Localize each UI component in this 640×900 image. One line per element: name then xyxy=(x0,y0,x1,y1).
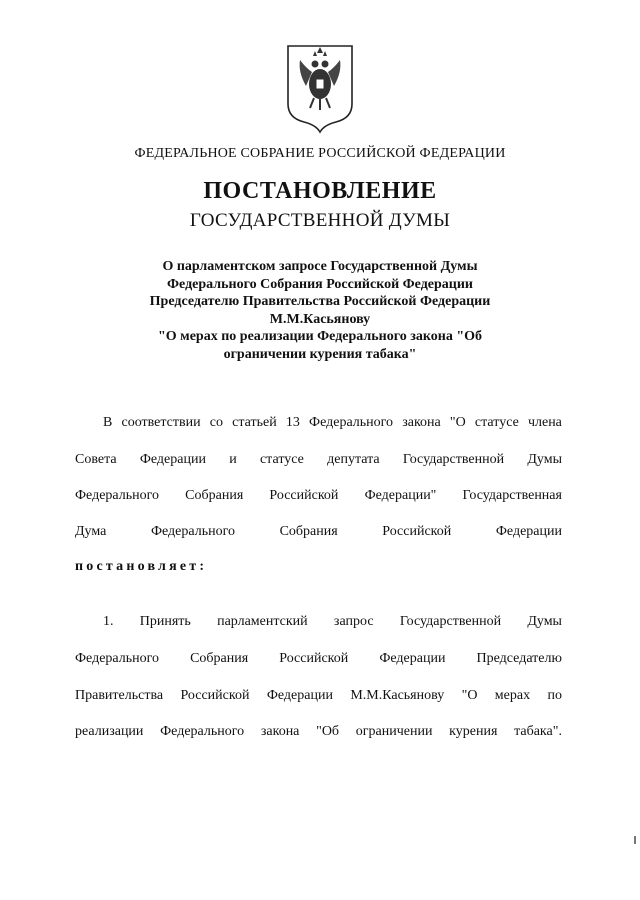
word: Российской xyxy=(279,651,349,666)
word: закона xyxy=(260,724,300,739)
word: парламентский xyxy=(217,614,308,629)
word: статусе xyxy=(474,415,519,430)
preamble-line xyxy=(75,452,562,468)
word: запрос xyxy=(333,614,374,629)
word: соответствии xyxy=(121,415,201,430)
word: Федерации" xyxy=(364,488,437,503)
subject-line: "О мерах по реализации Федерального закона "Об xyxy=(158,329,482,344)
word: мерах xyxy=(494,688,531,703)
preamble-line xyxy=(75,524,562,540)
word: Собрания xyxy=(190,651,249,666)
word: закона xyxy=(402,415,441,430)
word: Думы xyxy=(527,452,562,467)
word: Совета xyxy=(75,452,117,467)
document-title: ПОСТАНОВЛЕНИЕ xyxy=(203,178,437,204)
word: Федерального xyxy=(309,415,394,430)
word: реализации xyxy=(75,724,144,739)
word: и xyxy=(229,452,237,467)
word: депутата xyxy=(327,452,380,467)
word: Дума xyxy=(75,524,107,539)
word: Российской xyxy=(269,488,339,503)
word: Государственной xyxy=(399,614,502,629)
word: Федерации xyxy=(495,524,562,539)
document-subject xyxy=(0,258,640,363)
word: Принять xyxy=(139,614,191,629)
word: со xyxy=(209,415,223,430)
word: Председателю xyxy=(476,651,562,666)
word: 1. xyxy=(103,614,114,629)
word: Федерации xyxy=(139,452,206,467)
word: Федерального xyxy=(150,524,235,539)
item-1-line xyxy=(75,688,562,704)
coat-of-arms-emblem-icon xyxy=(284,42,356,134)
word: Государственной xyxy=(402,452,505,467)
word: Федерации xyxy=(266,688,333,703)
preamble-line xyxy=(103,415,562,431)
item-1-line xyxy=(103,614,562,630)
item-1-line xyxy=(75,651,562,667)
word: Федерального xyxy=(75,651,160,666)
word: Правительства xyxy=(75,688,164,703)
word: статусе xyxy=(259,452,304,467)
word: Федерального xyxy=(160,724,245,739)
word: Думы xyxy=(527,614,562,629)
word: Государственная xyxy=(462,488,562,503)
word: члена xyxy=(527,415,562,430)
word: ограничении xyxy=(355,724,433,739)
word: Федерации xyxy=(379,651,446,666)
scan-edge-mark xyxy=(634,836,636,844)
subject-line: ограничении курения табака" xyxy=(223,346,417,362)
word: "Об xyxy=(316,724,340,739)
item-1-line xyxy=(75,724,562,740)
subject-line: Федерального Собрания Российской Федерации xyxy=(167,276,473,292)
word: "О xyxy=(461,688,478,703)
preamble-line xyxy=(75,488,562,504)
resolves-keyword: постановляет: xyxy=(75,559,208,574)
word: "О xyxy=(449,415,466,430)
word: В xyxy=(103,415,113,430)
word: по xyxy=(547,688,562,703)
word: 13 xyxy=(285,415,300,430)
word: Собрания xyxy=(185,488,244,503)
word: М.М.Касьянову xyxy=(350,688,445,703)
subject-line: Председателю Правительства Российской Федерации xyxy=(149,294,491,309)
word: Федерального xyxy=(75,488,160,503)
word: Российской xyxy=(382,524,452,539)
word: табака". xyxy=(514,724,562,739)
word: статьей xyxy=(232,415,277,430)
subject-line: М.М.Касьянову xyxy=(269,311,371,327)
document-subtitle: ГОСУДАРСТВЕННОЙ ДУМЫ xyxy=(189,210,451,231)
subject-line: О парламентском запросе Государственной Думы xyxy=(162,259,478,274)
word: Собрания xyxy=(279,524,338,539)
word: курения xyxy=(449,724,498,739)
organization-name: ФЕДЕРАЛЬНОЕ СОБРАНИЕ РОССИЙСКОЙ ФЕДЕРАЦИИ xyxy=(134,146,506,161)
word: Российской xyxy=(180,688,250,703)
